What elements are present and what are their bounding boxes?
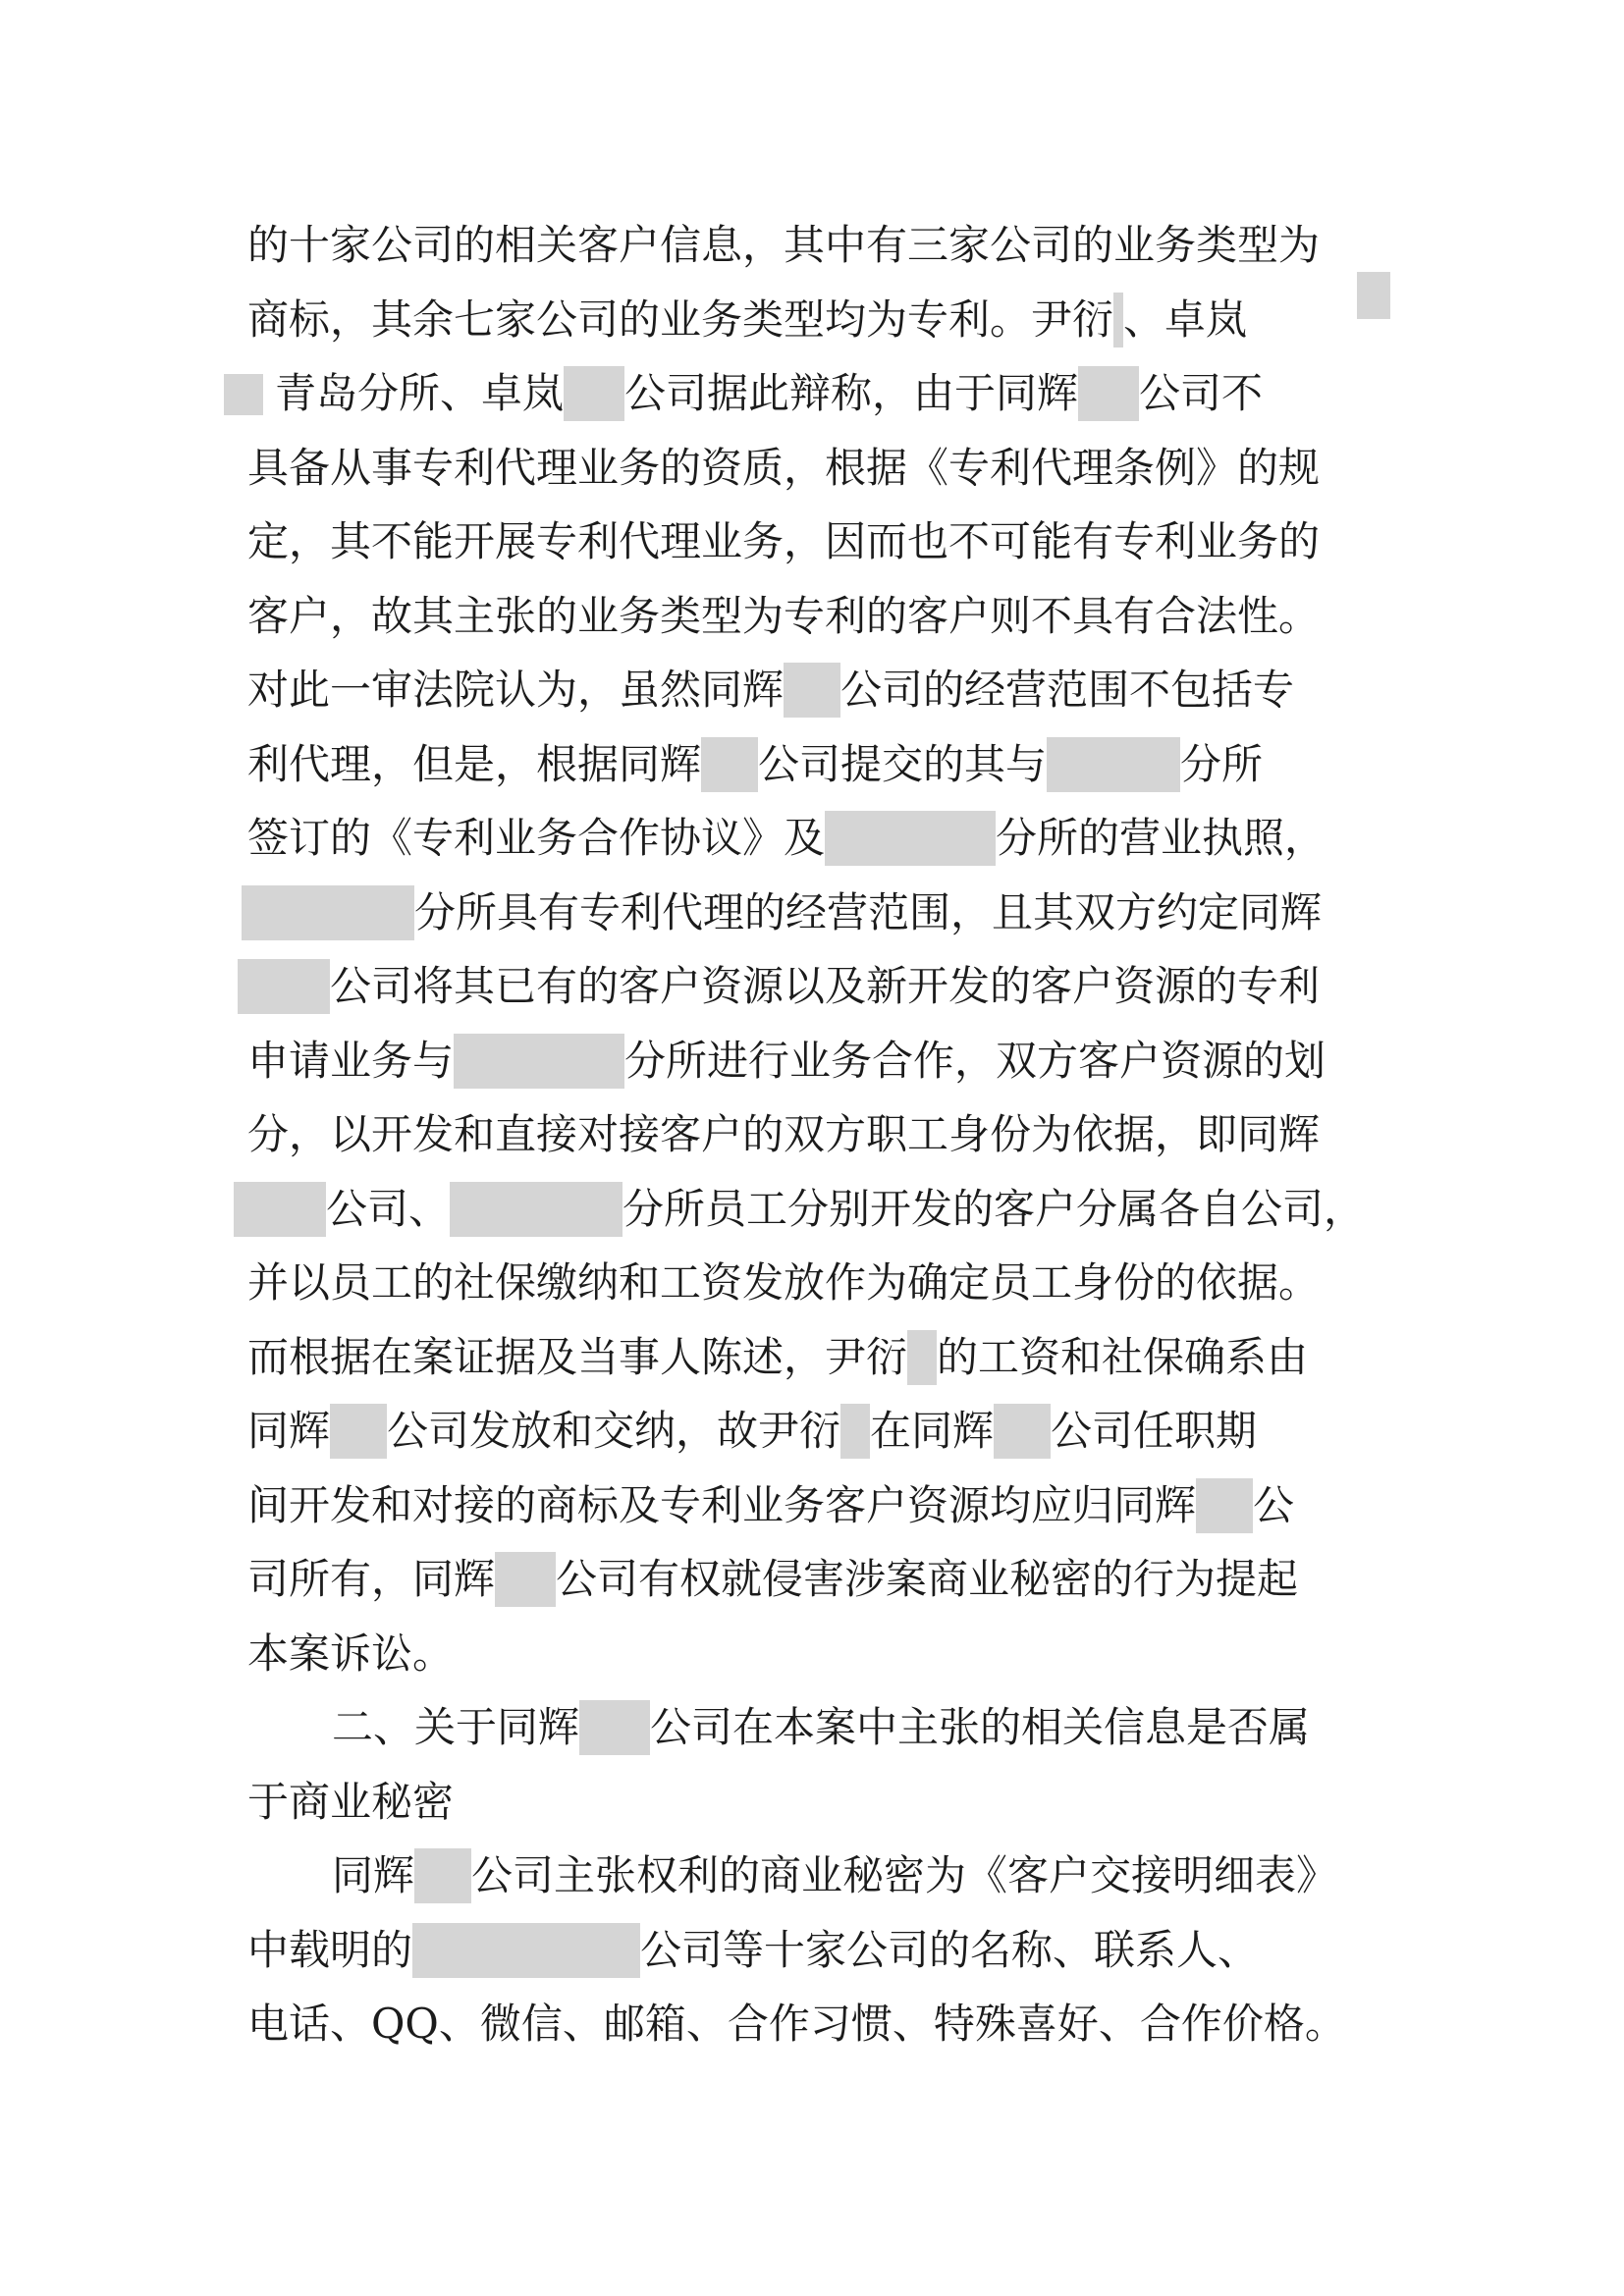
text-segment: 公司有权就侵害涉案商业秘密的行为提起 [556, 1555, 1299, 1603]
redaction-block [224, 374, 263, 415]
text-segment: 具备从事专利代理业务的资质，根据《专利代理条例》的规 [247, 443, 1321, 492]
text-line [247, 876, 1386, 950]
text-line [247, 727, 1386, 802]
text-line [247, 208, 1386, 283]
section-heading-continued [247, 1765, 1386, 1840]
text-segment: 公司将其已有的客户资源以及新开发的客户资源的专利 [330, 962, 1321, 1010]
text-segment: 同辉 [247, 1407, 331, 1455]
text-line [247, 505, 1386, 579]
text-segment: 申请业务与 [247, 1036, 455, 1085]
redaction-block [414, 1848, 471, 1903]
redaction-block [1078, 366, 1139, 421]
redaction-block [242, 885, 414, 940]
text-segment: 的十家公司的相关客户信息，其中有三家公司的业务类型为 [247, 221, 1321, 269]
text-segment: 本案诉讼。 [247, 1629, 455, 1678]
text-segment: 公司发放和交纳，故尹衍 [387, 1407, 841, 1455]
redaction-block [412, 1923, 640, 1978]
text-line [247, 1542, 1386, 1617]
text-segment: 公 [1253, 1480, 1295, 1529]
text-line [247, 1987, 1386, 2061]
text-segment: 利代理，但是，根据同辉 [247, 739, 702, 788]
redaction-block [234, 1182, 326, 1237]
text-segment: 二、关于同辉 [332, 1703, 580, 1751]
redaction-block [238, 959, 330, 1014]
text-line [247, 283, 1386, 357]
redaction-block [450, 1182, 623, 1237]
text-line [247, 1024, 1386, 1098]
text-line [247, 1172, 1386, 1247]
text-line [247, 1913, 1386, 1988]
text-segment: 公司据此辩称，由于同辉 [624, 369, 1079, 417]
text-segment: 商标，其余七家公司的业务类型均为专利。尹衍 [247, 294, 1114, 344]
text-segment: 中载明的 [247, 1925, 413, 1974]
redaction-block [1196, 1478, 1253, 1533]
text-segment: 公司提交的其与 [758, 739, 1048, 788]
text-segment: 电话、QQ、微信、邮箱、合作习惯、特殊喜好、合作价格。 [247, 2000, 1346, 2048]
text-segment: 于商业秘密 [247, 1777, 455, 1826]
text-line [247, 1839, 1386, 1913]
redaction-block [994, 1404, 1051, 1459]
text-segment: 公司主张权利的商业秘密为《客户交接明细表》 [471, 1851, 1338, 1899]
redaction-block [1357, 272, 1390, 319]
text-segment: 、卓岚 [1123, 294, 1248, 344]
redaction-block [454, 1034, 624, 1089]
text-segment: 分所员工分别开发的客户分属各自公司， [623, 1184, 1366, 1233]
text-segment: 分所具有专利代理的经营范围，且其双方约定同辉 [414, 887, 1323, 936]
text-segment: 公司不 [1139, 369, 1264, 417]
text-line [247, 1468, 1386, 1543]
text-segment: 定，其不能开展专利代理业务，因而也不可能有专利业务的 [247, 517, 1321, 565]
text-segment: 分所 [1180, 739, 1264, 788]
text-line [247, 356, 1386, 431]
text-segment: 分，以开发和直接对接客户的双方职工身份为依据，即同辉 [247, 1110, 1321, 1158]
redaction-block [701, 737, 758, 792]
redaction-block [840, 1404, 870, 1459]
redaction-block [495, 1552, 556, 1607]
text-line [247, 801, 1386, 876]
text-line [247, 1617, 1386, 1691]
text-line [247, 431, 1386, 506]
text-line [247, 1394, 1386, 1468]
text-segment: 公司的经营范围不包括专 [840, 666, 1295, 714]
text-segment: 而根据在案证据及当事人陈述，尹衍 [247, 1332, 908, 1381]
redaction-block [825, 811, 996, 866]
section-heading [247, 1690, 1386, 1765]
text-segment: 司所有，同辉 [247, 1555, 496, 1603]
text-segment: 公司在本案中主张的相关信息是否属 [650, 1703, 1311, 1751]
text-line [247, 949, 1386, 1024]
text-line [247, 653, 1386, 727]
text-segment: 公司、 [326, 1184, 451, 1233]
redaction-block [784, 663, 840, 718]
text-segment: 对此一审法院认为，虽然同辉 [247, 666, 785, 714]
text-segment: 公司任职期 [1051, 1407, 1258, 1455]
text-segment: 青岛分所、卓岚 [275, 369, 565, 417]
text-segment: 的工资和社保确系由 [937, 1332, 1309, 1381]
redaction-block [330, 1404, 387, 1459]
text-line [247, 1097, 1386, 1172]
text-segment: 分所的营业执照， [996, 814, 1326, 862]
redaction-block [564, 366, 624, 421]
document-body [247, 208, 1386, 2061]
text-segment: 签订的《专利业务合作协议》及 [247, 814, 826, 862]
text-segment: 分所进行业务合作，双方客户资源的划 [624, 1036, 1326, 1085]
text-segment: 公司等十家公司的名称、联系人、 [640, 1925, 1260, 1974]
redaction-block [579, 1700, 650, 1755]
redaction-block [907, 1330, 937, 1385]
text-line [247, 1320, 1386, 1395]
text-segment: 在同辉 [870, 1407, 995, 1455]
text-segment: 间开发和对接的商标及专利业务客户资源均应归同辉 [247, 1480, 1197, 1529]
text-line [247, 579, 1386, 654]
text-line [247, 1246, 1386, 1320]
text-segment: 并以员工的社保缴纳和工资发放作为确定员工身份的依据。 [247, 1258, 1321, 1307]
redaction-block [1047, 737, 1180, 792]
redaction-block [1113, 293, 1123, 347]
text-segment: 客户，故其主张的业务类型为专利的客户则不具有合法性。 [247, 591, 1321, 640]
text-segment: 同辉 [332, 1851, 415, 1899]
